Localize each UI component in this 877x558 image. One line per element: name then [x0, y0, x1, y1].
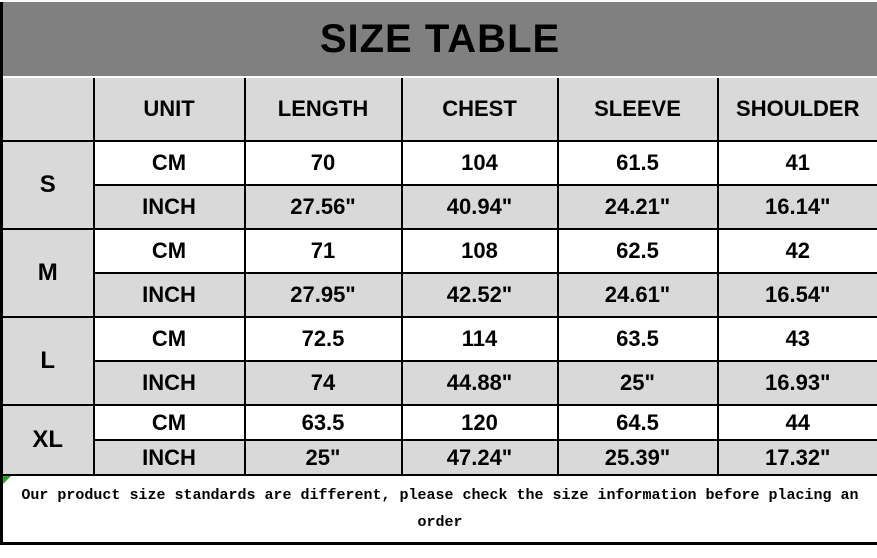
value-cell: 74	[245, 361, 402, 405]
comment-marker-icon	[3, 476, 11, 484]
unit-cell: CM	[94, 141, 245, 185]
value-cell: 63.5	[245, 405, 402, 440]
table-row-xl-cm	[2, 405, 877, 440]
corner-diagonal-cell	[2, 77, 94, 141]
title-row	[2, 2, 877, 77]
value-cell: 41	[718, 141, 877, 185]
value-cell: 27.95"	[245, 273, 402, 317]
table-row-s-cm	[2, 141, 877, 185]
value-cell: 16.54"	[718, 273, 877, 317]
value-cell: 63.5	[558, 317, 718, 361]
value-cell: 72.5	[245, 317, 402, 361]
value-cell: 62.5	[558, 229, 718, 273]
unit-cell: CM	[94, 405, 245, 440]
table-row-m-inch	[2, 273, 877, 317]
size-label-l: L	[2, 317, 94, 405]
value-cell: 104	[402, 141, 558, 185]
value-cell: 42.52"	[402, 273, 558, 317]
page-title: SIZE TABLE	[2, 2, 877, 77]
value-cell: 24.61"	[558, 273, 718, 317]
table-row-l-inch	[2, 361, 877, 405]
size-label-m: M	[2, 229, 94, 317]
value-cell: 70	[245, 141, 402, 185]
value-cell: 27.56"	[245, 185, 402, 229]
value-cell: 44	[718, 405, 877, 440]
value-cell: 114	[402, 317, 558, 361]
value-cell: 43	[718, 317, 877, 361]
value-cell: 25.39"	[558, 440, 718, 475]
value-cell: 25"	[245, 440, 402, 475]
value-cell: 47.24"	[402, 440, 558, 475]
unit-cell: INCH	[94, 361, 245, 405]
col-header-shoulder: SHOULDER	[718, 77, 877, 141]
unit-cell: INCH	[94, 440, 245, 475]
unit-cell: INCH	[94, 273, 245, 317]
value-cell: 64.5	[558, 405, 718, 440]
unit-cell: INCH	[94, 185, 245, 229]
unit-cell: CM	[94, 317, 245, 361]
note-row	[2, 475, 877, 544]
value-cell: 24.21"	[558, 185, 718, 229]
value-cell: 71	[245, 229, 402, 273]
value-cell: 44.88"	[402, 361, 558, 405]
value-cell: 40.94"	[402, 185, 558, 229]
note-text: Our product size standards are different, please check the size information before placing an order	[21, 487, 859, 531]
value-cell: 17.32"	[718, 440, 877, 475]
table-row-s-inch	[2, 185, 877, 229]
size-table	[0, 2, 877, 545]
unit-cell: CM	[94, 229, 245, 273]
col-header-length: LENGTH	[245, 77, 402, 141]
size-label-xl: XL	[2, 405, 94, 475]
value-cell: 25"	[558, 361, 718, 405]
note-cell	[2, 475, 877, 544]
value-cell: 108	[402, 229, 558, 273]
size-label-s: S	[2, 141, 94, 229]
col-header-unit: UNIT	[94, 77, 245, 141]
value-cell: 120	[402, 405, 558, 440]
value-cell: 42	[718, 229, 877, 273]
value-cell: 61.5	[558, 141, 718, 185]
table-row-m-cm	[2, 229, 877, 273]
value-cell: 16.93"	[718, 361, 877, 405]
table-row-xl-inch	[2, 440, 877, 475]
col-header-sleeve: SLEEVE	[558, 77, 718, 141]
value-cell: 16.14"	[718, 185, 877, 229]
col-header-chest: CHEST	[402, 77, 558, 141]
table-row-l-cm	[2, 317, 877, 361]
header-row	[2, 77, 877, 141]
